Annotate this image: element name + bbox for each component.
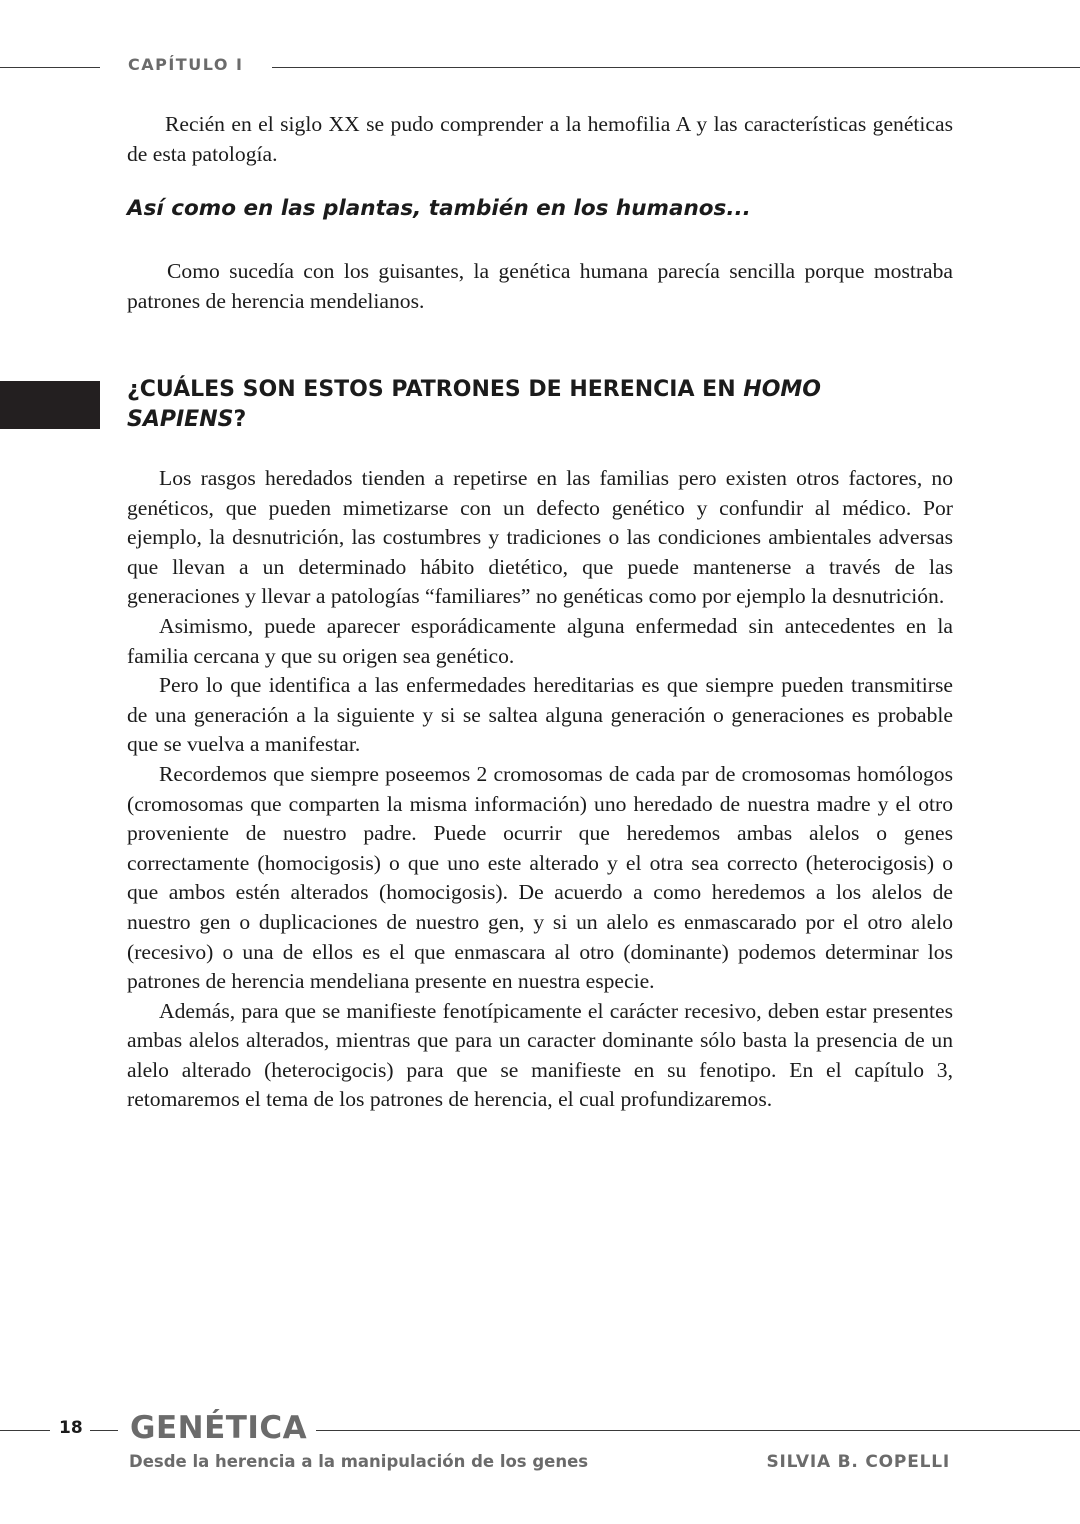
section-body (127, 464, 953, 1115)
intro-paragraph: Recién en el siglo XX se pudo comprender a la hemofilia A y las características genéticas de esta patología. (127, 112, 953, 166)
section-paragraph: Los rasgos heredados tienden a repetirse en las familias pero existen otros factores, no genéticos, que pueden mimetizarse con un defecto genético y confundir al médico. Por ejemplo, la desnutrición, las costumbres y tradiciones o las condiciones ambientales adversas que llevan a un determinado hábito dietético, que puede mantenerse a través de las generaciones y llevar a patologías “familiares” no genéticas como por ejemplo la desnutrición. (127, 466, 953, 609)
section-heading (127, 375, 887, 435)
footer-rule-left (0, 1430, 50, 1431)
header-rule-left (0, 67, 100, 68)
section-marker-block (0, 381, 100, 429)
section-paragraph: Recordemos que siempre poseemos 2 cromosomas de cada par de cromosomas homólogos (cromosomas que comparten la misma información) uno heredado de nuestra madre y el otro proveniente de nuestro padre. Puede ocurrir que heredemos ambas alelos o genes correctamente (homocigosis) o que uno este alterado y el otra sea correcto (heterocigosis) o que ambos estén alterados (homocigosis). De acuerdo a como heredemos a los alelos de nuestro gen o duplicaciones de nuestro gen, y si un alelo es enmascarado por el otro alelo (recesivo) o una de ellos es el que enmascara al otro (dominante) podemos determinar los patrones de herencia mendeliana presente en nuestra especie. (127, 761, 953, 994)
chapter-label: CAPÍTULO I (128, 55, 244, 74)
footer-rule-right (316, 1430, 1080, 1431)
intro-block (127, 110, 953, 169)
section-heading-question: ? (233, 407, 247, 432)
book-title: GENÉTICA (130, 1410, 308, 1446)
author-name: SILVIA B. COPELLI (766, 1452, 950, 1472)
subheading: Así como en las plantas, también en los humanos... (127, 196, 751, 221)
section-heading-italic: HOMO SAPIENS (127, 377, 821, 432)
subheading-paragraph: Como sucedía con los guisantes, la genética humana parecía sencilla porque mostraba patrones de herencia mendelianos. (127, 259, 953, 313)
book-subtitle: Desde la herencia a la manipulación de los genes (129, 1452, 589, 1471)
section-heading-text: ¿CUÁLES SON ESTOS PATRONES DE HERENCIA EN (127, 377, 744, 402)
section-paragraph: Pero lo que identifica a las enfermedades hereditarias es que siempre pueden transmitirse de una generación a la siguiente y si se saltea alguna generación o generaciones es probable que se vuelva a manifestar. (127, 673, 953, 757)
page-number: 18 (59, 1418, 83, 1438)
section-paragraph: Además, para que se manifieste fenotípicamente el carácter recesivo, deben estar presentes ambas alelos alterados, mientras que para un caracter dominante sólo basta la presencia de un alelo alterado (heterocigocis) para que se manifieste en su fenotipo. En el capítulo 3, retomaremos el tema de los patrones de herencia, el cual profundizaremos. (127, 998, 953, 1112)
header-rule-right (272, 67, 1080, 68)
footer-rule-mid (90, 1430, 118, 1431)
section-paragraph: Asimismo, puede aparecer esporádicamente alguna enfermedad sin antecedentes en la familia cercana y que su origen sea genético. (127, 613, 953, 668)
subheading-paragraph-block (127, 257, 953, 316)
